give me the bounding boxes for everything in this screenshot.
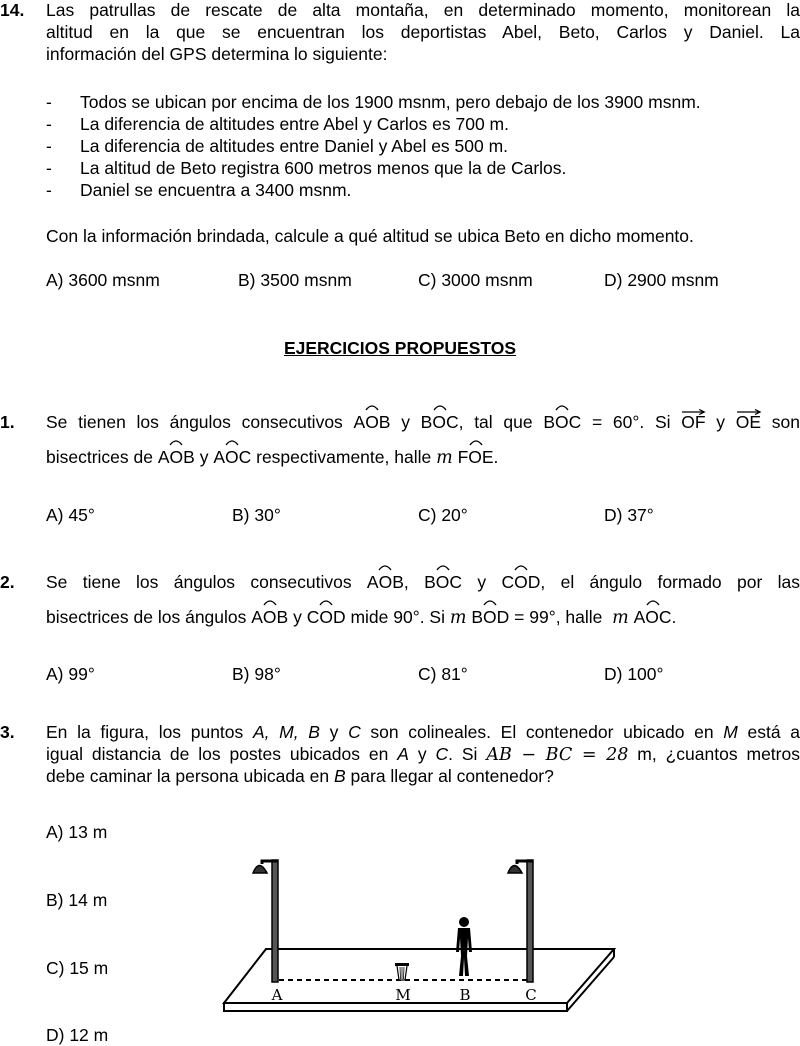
angle-label	[158, 447, 195, 468]
angle-label	[634, 607, 672, 628]
question-number: 3.	[0, 722, 15, 742]
point-name: A	[397, 744, 409, 764]
q3-line-1	[46, 722, 800, 743]
option-b: B) 14 m	[46, 890, 108, 910]
q14-bullet-3: La diferencia de altitudes entre Daniel y Abel es 500 m.	[80, 136, 509, 156]
q14-bullet-4: La altitud de Beto registra 600 metros menos que la de Carlos.	[80, 158, 567, 178]
angle-hat-icon	[365, 403, 379, 411]
text: , tal que	[458, 412, 544, 432]
point-label-b: B	[459, 986, 471, 1004]
text: y	[288, 607, 307, 627]
option-a: A) 45°	[46, 505, 95, 525]
option-c: C) 3000 msnm	[418, 270, 533, 290]
point-name: M	[723, 722, 738, 742]
text: y	[319, 722, 349, 742]
platform-edge	[224, 1003, 567, 1011]
angle-text: COD	[501, 572, 541, 592]
option-a: A) 3600 msnm	[46, 270, 160, 290]
text: está a	[737, 722, 800, 742]
bullet-mark: -	[46, 92, 52, 112]
option-b: B) 3500 msnm	[238, 270, 352, 290]
angle-text: COD	[306, 607, 346, 627]
angle-hat-icon	[319, 598, 333, 606]
angle-hat-icon	[646, 598, 660, 606]
text: , el ángulo formado por las	[540, 572, 800, 592]
point-label-m: M	[395, 986, 411, 1004]
bullet-mark: -	[46, 136, 52, 156]
question-number: 2.	[0, 572, 15, 592]
section-title: EJERCICIOS PROPUESTOS	[283, 338, 517, 358]
ray-label	[736, 412, 761, 433]
equation: AB − BC = 28	[486, 745, 629, 765]
point-name: C	[348, 722, 361, 742]
angle-text: AOB	[366, 572, 404, 592]
text: m, ¿cuantos metros	[628, 744, 800, 764]
option-c: C) 15 m	[46, 958, 109, 978]
angle-hat-icon	[436, 563, 450, 571]
point-names: A, M, B	[252, 722, 320, 742]
option-d: D) 12 m	[46, 1025, 109, 1045]
measure-symbol: m	[436, 448, 453, 468]
angle-label	[471, 607, 509, 628]
ray-label	[681, 412, 705, 433]
option-a: A) 99°	[46, 664, 95, 684]
angle-text: AOB	[251, 607, 289, 627]
angle-label	[367, 572, 404, 593]
angle-label	[421, 412, 459, 433]
option-b: B) 98°	[232, 664, 281, 684]
angle-hat-icon	[483, 598, 497, 606]
option-d: D) 37°	[604, 505, 654, 525]
text: y	[194, 447, 214, 467]
angle-hat-icon	[514, 563, 528, 571]
point-name: B	[333, 766, 346, 786]
text: = 99°, halle	[509, 607, 608, 627]
angle-text: BOC	[420, 412, 459, 432]
q14-bullet-5: Daniel se encuentra a 3400 msnm.	[80, 180, 352, 200]
text: bisectrices de los ángulos	[46, 607, 252, 627]
option-b: B) 30°	[232, 505, 281, 525]
text: mide 90°. Si	[345, 607, 450, 627]
text: bisectrices de	[46, 447, 158, 467]
option-d: D) 2900 msnm	[604, 270, 719, 290]
angle-label	[251, 607, 288, 628]
bullet-mark: -	[46, 158, 52, 178]
point-label-a: A	[271, 986, 283, 1004]
text: . Si	[448, 744, 487, 764]
angle-text: AOB	[353, 412, 391, 432]
text: y	[408, 744, 436, 764]
text: ,	[403, 572, 425, 592]
ray-text: OF	[681, 412, 706, 432]
ray-text: OE	[735, 412, 762, 432]
question-number: 14.	[0, 0, 25, 20]
q3-line-3	[46, 766, 554, 787]
text: igual distancia de los postes ubicados en	[46, 744, 398, 764]
angle-hat-icon	[225, 438, 239, 446]
angle-label	[458, 447, 494, 468]
angle-label	[424, 572, 462, 593]
measure-symbol: m	[449, 608, 467, 628]
angle-hat-icon	[555, 403, 569, 411]
bullet-mark: -	[46, 114, 52, 134]
q14-bullet-1: Todos se ubican por encima de los 1900 msnm, pero debajo de los 3900 msnm.	[80, 92, 701, 112]
point-label-c: C	[525, 986, 537, 1004]
angle-text: BOC	[424, 572, 463, 592]
q1-line-2	[46, 447, 498, 468]
q14-question: Con la información brindada, calcule a qué altitud se ubica Beto en dicho momento.	[46, 226, 694, 246]
angle-text: AOB	[157, 447, 195, 467]
text: Se tienen los ángulos consecutivos	[46, 412, 354, 432]
angle-label	[354, 412, 391, 433]
angle-text: BOD	[471, 607, 510, 627]
question-number: 1.	[0, 412, 15, 432]
text: .	[671, 607, 677, 627]
option-d: D) 100°	[604, 664, 664, 684]
point-name: C	[435, 744, 449, 764]
text: para llegar al contenedor?	[345, 766, 554, 786]
angle-hat-icon	[433, 403, 447, 411]
angle-hat-icon	[378, 563, 392, 571]
angle-label	[543, 412, 581, 433]
text: respectivamente, halle	[251, 447, 437, 467]
angle-text: AOC	[213, 447, 252, 467]
q14-line-2: altitud en la que se encuentran los deportistas Abel, Beto, Carlos y Daniel. La	[46, 22, 800, 42]
bullet-mark: -	[46, 180, 52, 200]
option-a: A) 13 m	[46, 822, 108, 842]
q3-line-2	[46, 744, 800, 765]
angle-text: AOC	[633, 607, 672, 627]
angle-text: BOC	[543, 412, 582, 432]
ray-arrow-icon	[736, 409, 761, 415]
text: debe caminar la persona ubicada en	[46, 766, 334, 786]
text: = 60°. Si	[581, 412, 682, 432]
q14-bullet-2: La diferencia de altitudes entre Abel y Carlos es 700 m.	[80, 114, 509, 134]
text: .	[493, 447, 499, 467]
measure-symbol: m	[612, 608, 629, 628]
text: y	[462, 572, 502, 592]
street-figure	[222, 848, 616, 1018]
angle-label	[502, 572, 541, 593]
q14-line-3: información del GPS determina lo siguiente:	[46, 44, 388, 64]
text: son colineales. El contenedor ubicado en	[360, 722, 724, 742]
q1-line-1	[46, 412, 800, 433]
angle-hat-icon	[263, 598, 277, 606]
ray-arrow-icon	[681, 409, 705, 415]
option-c: C) 20°	[418, 505, 468, 525]
text: son	[761, 412, 800, 432]
angle-label	[307, 607, 346, 628]
angle-label	[213, 447, 251, 468]
option-c: C) 81°	[418, 664, 468, 684]
text: Se tiene los ángulos consecutivos	[46, 572, 367, 592]
angle-hat-icon	[469, 438, 483, 446]
q2-line-1	[46, 572, 800, 593]
q14-line-1: Las patrullas de rescate de alta montaña, en determinado momento, monitorean la	[46, 0, 800, 20]
platform	[224, 949, 614, 1003]
angle-text: FOE	[457, 447, 494, 467]
text: En la figura, los puntos	[46, 722, 253, 742]
text: y	[390, 412, 421, 432]
angle-hat-icon	[169, 438, 183, 446]
text: y	[705, 412, 736, 432]
q2-line-2	[46, 607, 676, 628]
